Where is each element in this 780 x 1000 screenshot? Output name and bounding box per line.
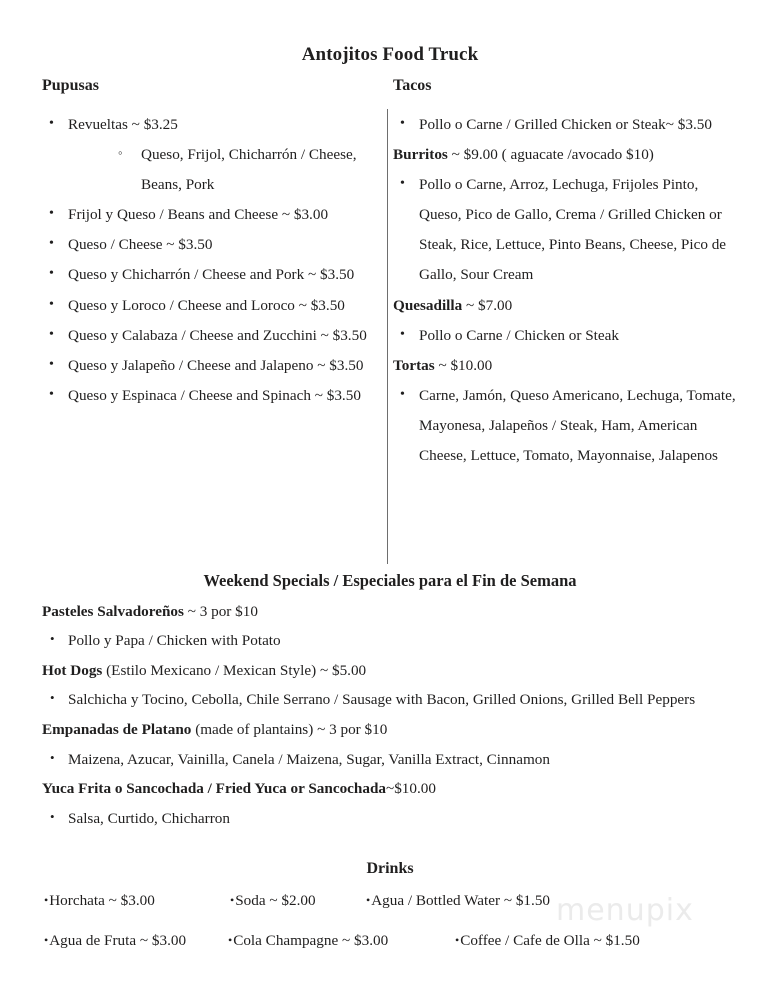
category-empanadas: [42, 715, 738, 745]
list-item: • Salsa, Curtido, Chicharron: [42, 804, 738, 834]
category-burritos: [393, 140, 741, 170]
category-name: Empanadas de Platano: [42, 721, 192, 739]
list-item: • Pollo y Papa / Chicken with Potato: [42, 626, 738, 656]
list-item: • Queso y Espinaca / Cheese and Spinach ~ $3.50: [42, 381, 382, 411]
drinks-section: [0, 856, 780, 972]
category-name: Quesadilla: [393, 296, 463, 314]
category-name: Yuca Frita o Sancochada / Fried Yuca or Sancochada: [42, 780, 386, 798]
yuca-list: [42, 804, 738, 834]
tacos-list: [393, 110, 741, 140]
tortas-list: [393, 381, 741, 471]
quesadilla-list: [393, 321, 741, 351]
category-price: (made of plantains) ~ 3 por $10: [191, 721, 388, 739]
list-item: • Queso / Cheese ~ $3.50: [42, 230, 382, 260]
list-item: • Queso y Loroco / Cheese and Loroco ~ $3.50: [42, 291, 382, 321]
category-name: Hot Dogs: [42, 661, 103, 679]
column-divider: [387, 109, 388, 564]
category-price: ~ 3 por $10: [183, 602, 258, 620]
weekend-specials-heading: Weekend Specials / Especiales para el Fin de Semana: [203, 571, 577, 590]
two-column-section: [0, 76, 780, 568]
drink-item: • Agua / Bottled Water ~ $1.50: [366, 892, 550, 910]
weekend-specials-section: [0, 568, 780, 834]
drink-item: • Horchata ~ $3.00: [44, 892, 155, 910]
category-name: Burritos: [393, 146, 448, 164]
hot-dogs-list: [42, 685, 738, 715]
list-item: • Queso y Jalapeño / Cheese and Jalapeno ~ $3.50: [42, 351, 382, 381]
list-item: [42, 110, 382, 200]
drink-item: • Agua de Fruta ~ $3.00: [44, 932, 186, 950]
list-item: • Queso y Chicharrón / Cheese and Pork ~ $3.50: [42, 260, 382, 290]
category-price: (Estilo Mexicano / Mexican Style) ~ $5.00: [102, 661, 367, 679]
tacos-heading: Tacos: [393, 77, 432, 94]
pasteles-list: [42, 626, 738, 656]
drinks-row-1: [0, 892, 780, 932]
page-title: Antojitos Food Truck: [301, 44, 479, 65]
list-item: • Pollo o Carne / Grilled Chicken or Steak~ $3.50: [393, 110, 741, 140]
drink-item: • Soda ~ $2.00: [230, 892, 316, 910]
list-item: ◦ Queso, Frijol, Chicharrón / Cheese, Beans, Pork: [106, 140, 382, 200]
drinks-heading: Drinks: [366, 860, 414, 877]
pupusas-column: [42, 76, 382, 411]
list-item: • Frijol y Queso / Beans and Cheese ~ $3.00: [42, 200, 382, 230]
list-item: • Pollo o Carne, Arroz, Lechuga, Frijoles Pinto, Queso, Pico de Gallo, Crema / Grilled Chicken or Steak, Rice, Lettuce, Pinto Beans, Cheese, Pico de Gallo, Sour Cream: [393, 170, 741, 290]
list-item: • Pollo o Carne / Chicken or Steak: [393, 321, 741, 351]
item-text: Revueltas ~ $3.25: [68, 116, 178, 133]
list-item: • Maizena, Azucar, Vainilla, Canela / Maizena, Sugar, Vanilla Extract, Cinnamon: [42, 745, 738, 775]
category-yuca: [42, 774, 738, 804]
category-pasteles: [42, 597, 738, 627]
pupusas-heading: Pupusas: [42, 77, 99, 94]
drink-item: • Cola Champagne ~ $3.00: [228, 932, 388, 950]
category-price: ~$10.00: [386, 780, 436, 798]
category-hot-dogs: [42, 656, 738, 686]
pupusas-list: [42, 110, 382, 411]
list-item: • Salchicha y Tocino, Cebolla, Chile Serrano / Sausage with Bacon, Grilled Onions, Grilled Bell Peppers: [42, 685, 738, 715]
drinks-row-2: [0, 932, 780, 972]
drink-item: • Coffee / Cafe de Olla ~ $1.50: [455, 932, 640, 950]
pupusas-sublist: [68, 140, 382, 200]
menupix-watermark: menupix: [556, 893, 694, 928]
category-tortas: [393, 351, 741, 381]
category-price: ~ $10.00: [434, 356, 493, 374]
list-item: • Carne, Jamón, Queso Americano, Lechuga, Tomate, Mayonesa, Jalapeños / Steak, Ham, American Cheese, Lettuce, Tomato, Mayonnaise, Jalapenos: [393, 381, 741, 471]
category-name: Tortas: [393, 356, 435, 374]
category-price: ~ $7.00: [462, 296, 513, 314]
empanadas-list: [42, 745, 738, 775]
tacos-column: [393, 76, 741, 471]
burritos-list: [393, 170, 741, 290]
category-price: ~ $9.00 ( aguacate /avocado $10): [447, 146, 654, 164]
list-item: • Queso y Calabaza / Cheese and Zucchini ~ $3.50: [42, 321, 382, 351]
category-quesadilla: [393, 291, 741, 321]
weekend-specials-body: [0, 597, 780, 834]
category-name: Pasteles Salvadoreños: [42, 602, 184, 620]
